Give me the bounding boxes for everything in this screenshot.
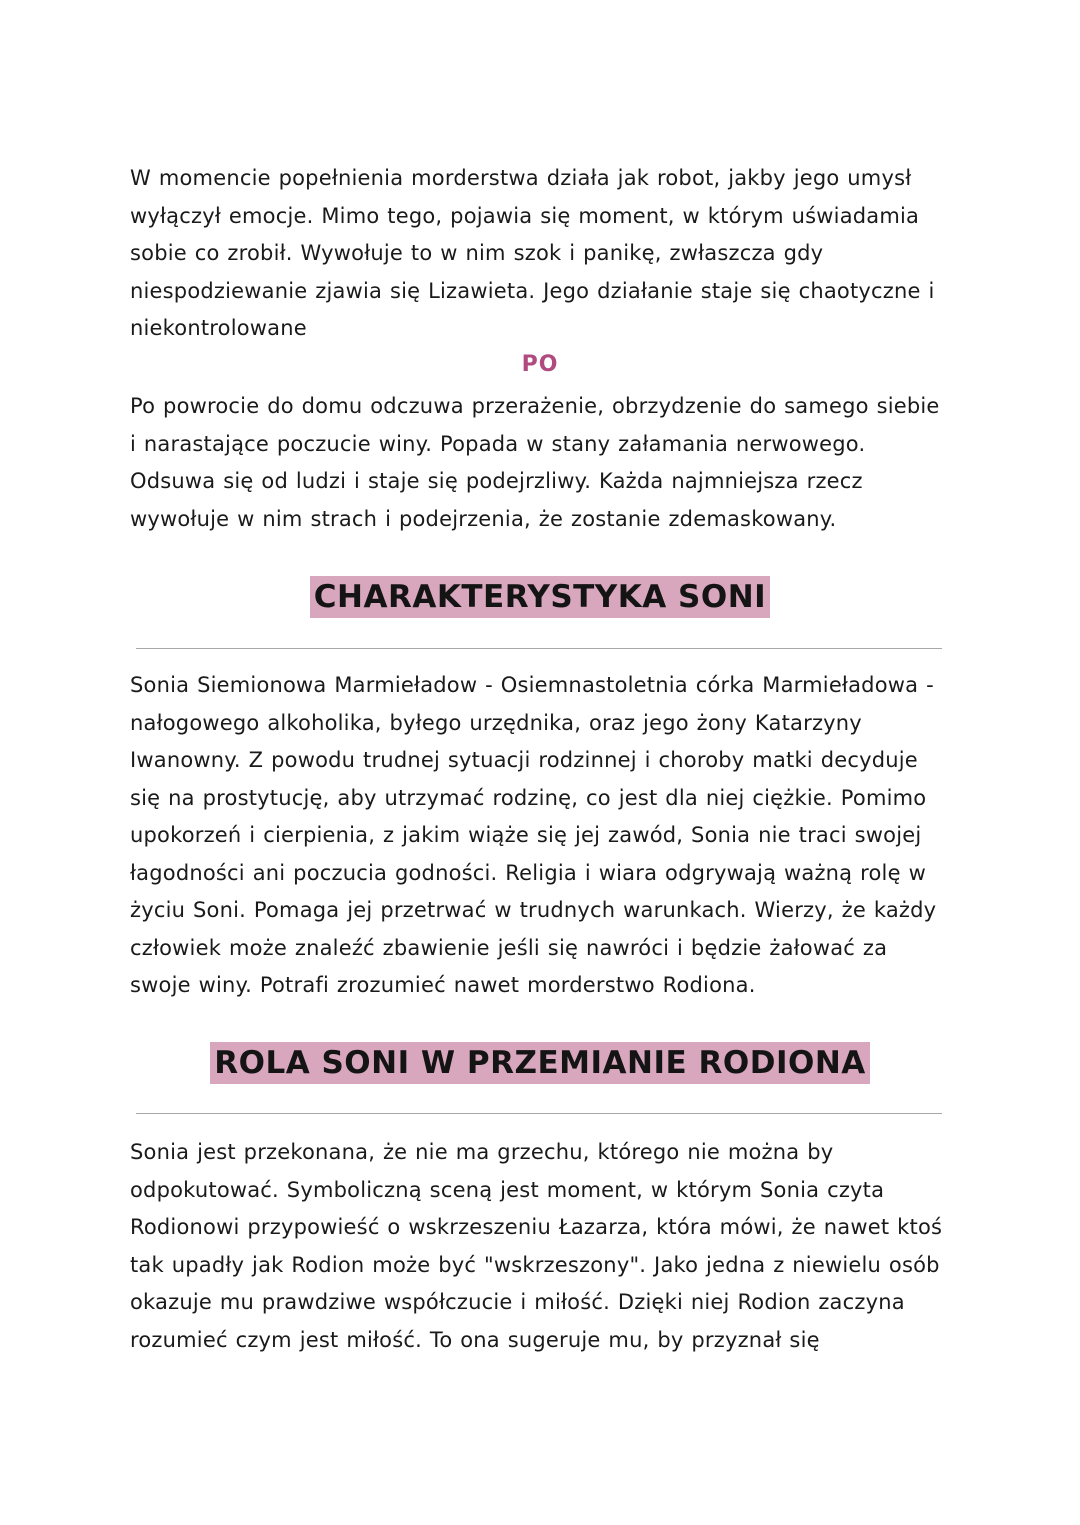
section-divider <box>136 1113 942 1114</box>
paragraph-sonia-characteristics: Sonia Siemionowa Marmieładow - Osiemnastoletnia córka Marmieładowa - nałogowego alkoholika, byłego urzędnika, oraz jego żony Katarzyny Iwanowny. Z powodu trudnej sytuacji rodzinnej i choroby matki decyduje się na prostytucję, aby utrzymać rodzinę, co jest dla niej ciężkie. Pomimo upokorzeń i cierpienia, z jakim wiąże się jej zawód, Sonia nie traci swojej łagodności ani poczucia godności. Religia i wiara odgrywają ważną rolę w życiu Soni. Pomaga jej przetrwać w trudnych warunkach. Wierzy, że każdy człowiek może znaleźć zbawienie jeśli się nawróci i będzie żałować za swoje winy. Potrafi zrozumieć nawet morderstwo Rodiona. <box>130 673 937 997</box>
paragraph-sonia-role: Sonia jest przekonana, że nie ma grzechu, którego nie można by odpokutować. Symboliczną sceną jest moment, w którym Sonia czyta Rodionowi przypowieść o wskrzeszeniu Łazarza, która mówi, że nawet ktoś tak upadły jak Rodion może być "wskrzeszony". Jako jedna z niewielu osób okazuje mu prawdziwe współczucie i miłość. Dzięki niej Rodion zaczyna rozumieć czym jest miłość. To ona sugeruje mu, by przyznał się <box>130 1140 943 1352</box>
section-divider <box>136 648 942 649</box>
section-heading-charakterystyka-soni <box>0 576 1080 618</box>
paragraph-murder-moment: W momencie popełnienia morderstwa działa jak robot, jakby jego umysł wyłączył emocje. Mimo tego, pojawia się moment, w którym uświadamia sobie co zrobił. Wywołuje to w nim szok i panikę, zwłaszcza gdy niespodziewanie zjawia się Lizawieta. Jego działanie staje się chaotyczne i niekontrolowane <box>130 166 935 340</box>
section-heading-rola-soni <box>0 1042 1080 1084</box>
section-heading-rola-soni-label: ROLA SONI W PRZEMIANIE RODIONA <box>210 1042 870 1084</box>
section-heading-charakterystyka-soni-label: CHARAKTERYSTYKA SONI <box>310 576 770 618</box>
subheading-po: PO <box>521 352 559 377</box>
paragraph-after-murder: Po powrocie do domu odczuwa przerażenie, obrzydzenie do samego siebie i narastające poczucie winy. Popada w stany załamania nerwowego. Odsuwa się od ludzi i staje się podejrzliwy. Każda najmniejsza rzecz wywołuje w nim strach i podejrzenia, że zostanie zdemaskowany. <box>130 394 940 531</box>
